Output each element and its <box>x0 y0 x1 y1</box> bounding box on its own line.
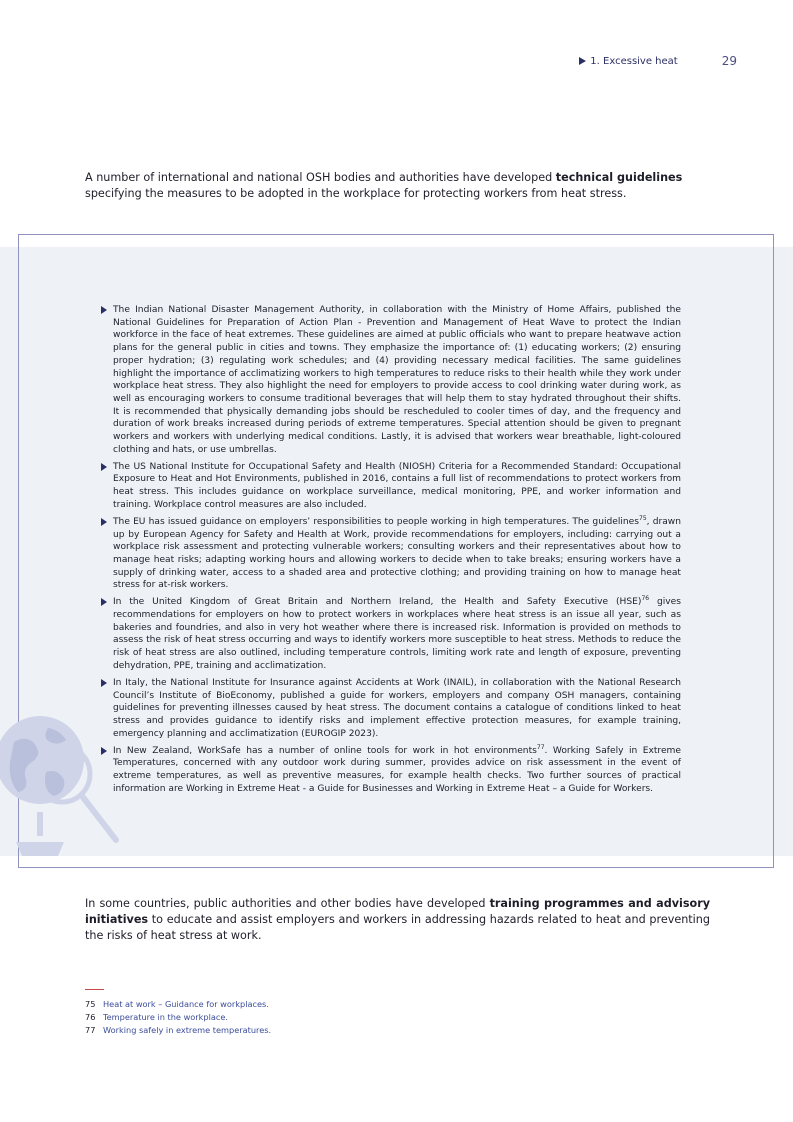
footnote-number: 76 <box>85 1012 96 1022</box>
footnote-divider <box>85 989 104 990</box>
bullet-arrow-icon <box>101 679 107 687</box>
list-item <box>100 677 681 741</box>
list-item <box>100 596 681 672</box>
bullet-arrow-icon <box>101 306 107 314</box>
outro-bold-term: training programmes and advisory initiatives <box>85 897 710 926</box>
guidelines-list <box>100 304 681 800</box>
item-text: The Indian National Disaster Management Authority, in collaboration with the Ministry of Home Affairs, published the National Guidelines for Preparation of Action Plan - Prevention and Management of Heat Wave to protect the Indian workforce in the face of heat extremes. These guidelines are aimed at public officials who want to prepare heatwave action plans for the general public in cities and towns. They emphasize the importance of: (1) educating workers; (2) ensuring proper hydration; (3) regulating work schedules; and (4) providing necessary medical facilities. The same guidelines highlight the importance of acclimatizing workers to high temperatures to reduce risks to their health while they work under workplace heat stress. They also highlight the need for employers to provide access to cool drinking water during work, as well as encouraging workers to consume traditional beverages that will help them to stay hydrated throughout their shifts. It is recommended that physically demanding jobs should be rescheduled to cooler times of day, and the frequency and duration of work breaks increased during periods of extreme temperatures. Special attention should be given to pregnant workers and workers with underlying medical conditions. Lastly, it is advised that workers wear breathable, light-coloured clothing and hats, or use umbrellas. <box>113 305 681 455</box>
footnote-link[interactable]: Working safely in extreme temperatures. <box>103 1025 272 1035</box>
outro-paragraph <box>85 896 710 944</box>
item-text: The US National Institute for Occupational Safety and Health (NIOSH) Criteria for a Recommended Standard: Occupational Exposure to Heat and Hot Environments, published in 2016, contains a full list of recommendations to protect workers from heat stress. This includes guidance on workplace surveillance, medical monitoring, PPE, and worker information and training. Workplace control measures are also included. <box>113 461 681 510</box>
bullet-arrow-icon <box>101 747 107 755</box>
footnote-link[interactable]: Heat at work – Guidance for workplaces. <box>103 999 269 1009</box>
list-item <box>100 516 681 592</box>
footnote-number: 75 <box>85 999 96 1009</box>
intro-text-end: specifying the measures to be adopted in the workplace for protecting workers from heat stress. <box>85 187 627 200</box>
footnote-ref-76[interactable]: 76 <box>641 595 650 603</box>
item-text-start: In the United Kingdom of Great Britain and Northern Ireland, the Health and Safety Executive (HSE) <box>113 597 642 608</box>
item-text-start: The EU has issued guidance on employers’ responsibilities to people working in high temperatures. The guidelines <box>113 516 640 527</box>
intro-paragraph <box>85 170 715 202</box>
list-item <box>100 461 681 512</box>
outro-text-end: to educate and assist employers and workers in addressing hazards related to heat and preventing the risks of heat stress at work. <box>85 913 710 942</box>
bullet-arrow-icon <box>101 598 107 606</box>
intro-bold-term: technical guidelines <box>555 171 683 184</box>
footnote-ref-77[interactable]: 77 <box>536 743 545 751</box>
footnote-ref-75[interactable]: 75 <box>639 514 647 522</box>
footnote-77 <box>85 1024 271 1037</box>
footnote-link[interactable]: Temperature in the workplace. <box>103 1012 229 1022</box>
page-number: 29 <box>721 54 737 68</box>
item-text-start: In New Zealand, WorkSafe has a number of online tools for work in hot environments <box>113 745 537 756</box>
page-header <box>579 54 737 68</box>
footnote-76 <box>85 1011 271 1024</box>
intro-text-start: A number of international and national OSH bodies and authorities have developed <box>85 171 556 184</box>
section-title[interactable]: 1. Excessive heat <box>590 55 678 67</box>
item-text-end: gives recommendations for employers on how to protect workers in workplaces where heat stress is an issue all year, such as bakeries and foundries, and also in very hot weather where there is increased risk. Information is provided on methods to assess the risk of heat stress occurring and ways to identify workers more susceptible to heat stress. Methods to reduce the risk of heat stress are also outlined, including temperature controls, limiting work rate and length of exposure, preventing dehydration, PPE, training and acclimatization. <box>113 597 682 671</box>
item-text-end: , drawn up by European Agency for Safety and Health at Work, provide recommendations for employers, including: carrying out a workplace risk assessment and protecting vulnerable workers; consulting workers and their representatives about how to manage heat risks; adapting working hours and allowing workers to decide when to take breaks; ensuring workers have a supply of drinking water, access to a shaded area and protective clothing; and providing training on how to manage heat stress for at-risk workers. <box>113 516 681 591</box>
footnote-75 <box>85 998 271 1011</box>
bullet-arrow-icon <box>101 518 107 526</box>
section-arrow-icon <box>579 57 586 65</box>
bullet-arrow-icon <box>101 463 107 471</box>
footnote-number: 77 <box>85 1025 96 1035</box>
list-item <box>100 304 681 456</box>
item-text: In Italy, the National Institute for Insurance against Accidents at Work (INAIL), in collaboration with the National Research Council’s Institute of BioEconomy, published a guide for workers, employers and company OSH managers, containing guidelines for preventing illnesses caused by heat stress. The document contains a catalogue of conditions linked to heat stress and provides guidance to identify risks and implement effective protection measures, for example training, emergency planning and acclimatization (EUROGIP 2023). <box>113 677 681 739</box>
list-item <box>100 745 681 796</box>
item-text-end: . Working Safely in Extreme Temperatures, concerned with any outdoor work during summer, provides advice on risk assessment in the event of extreme temperatures, as well as preventive measures, for example health checks. Two further sources of practical information are Working in Extreme Heat - a Guide for Businesses and Working in Extreme Heat – a Guide for Workers. <box>113 745 681 794</box>
footnotes <box>85 998 271 1037</box>
outro-text-start: In some countries, public authorities and other bodies have developed <box>85 897 490 910</box>
